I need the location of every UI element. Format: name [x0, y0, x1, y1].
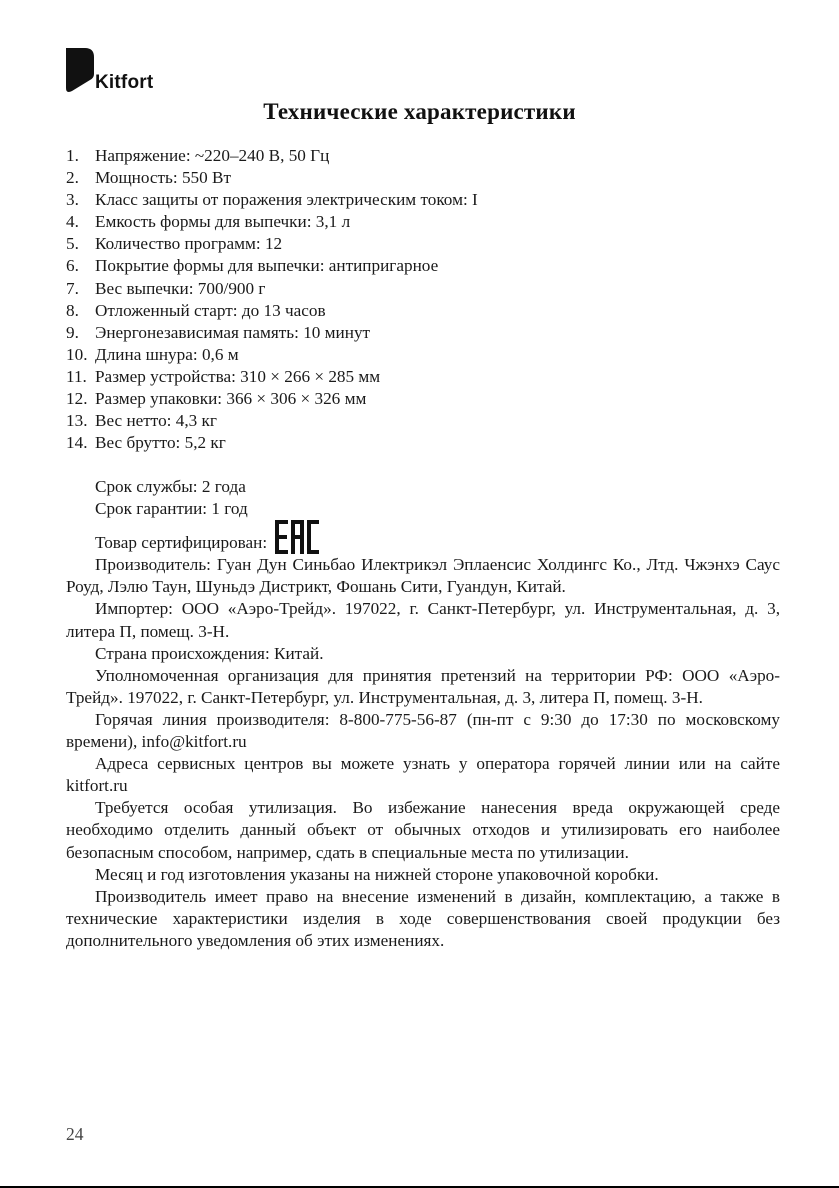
country-of-origin: Страна происхождения: Китай. [95, 643, 324, 663]
eac-mark-icon [275, 520, 319, 554]
info-block [66, 476, 780, 952]
authorized-organization: Уполномоченная организация для принятия претензий на территории РФ: ООО «Аэро-Трейд». 197022, г. Санкт-Петербург, ул. Инструментальная, д. 3, литера П, помещ. 3-Н. [66, 665, 780, 707]
spec-item: 2. Мощность: 550 Вт [66, 168, 232, 188]
hotline: Горячая линия производителя: 8-800-775-56-87 (пн-пт с 9:30 до 17:30 по московскому времени), info@kitfort.ru [66, 709, 780, 752]
brand-name: Kitfort [95, 72, 154, 93]
page-title: Технические характеристики [263, 99, 576, 124]
kitfort-logo [66, 48, 176, 98]
spec-item: 10. Длина шнура: 0,6 м [66, 344, 239, 364]
spec-item: 5. Количество программ: 12 [66, 234, 283, 254]
manufacture-date: Месяц и год изготовления указаны на нижней стороне упаковочной коробки. [95, 864, 659, 884]
spec-item: 11. Размер устройства: 310 × 266 × 285 мм [66, 366, 381, 386]
disposal-notice: Требуется особая утилизация. Во избежание нанесения вреда окружающей среде необходимо отделить данный объект от обычных отходов и утилизировать его наиболее безопасным способом, например, сдать в специальные места по утилизации. [66, 798, 780, 862]
certified-label: Товар сертифицирован: [95, 533, 268, 553]
importer: Импортер: ООО «Аэро-Трейд». 197022, г. Санкт-Петербург, ул. Инструментальная, д. 3, литера П, помещ. 3-Н. [66, 599, 780, 641]
spec-item: 3. Класс защиты от поражения электрическим током: I [66, 190, 478, 210]
kitfort-logo-icon [66, 48, 96, 94]
spec-item: 4. Емкость формы для выпечки: 3,1 л [66, 212, 351, 232]
service-centers: Адреса сервисных центров вы можете узнать у оператора горячей линии или на сайте kitfort.ru [66, 754, 780, 796]
spec-item: 6. Покрытие формы для выпечки: антипригарное [66, 256, 439, 276]
spec-item: 13. Вес нетто: 4,3 кг [66, 411, 217, 431]
spec-item: 14. Вес брутто: 5,2 кг [66, 433, 226, 453]
specs-list [66, 145, 786, 454]
certification-row [66, 520, 780, 554]
spec-item: 12. Размер упаковки: 366 × 306 × 326 мм [66, 389, 367, 409]
spec-item: 9. Энергонезависимая память: 10 минут [66, 322, 371, 342]
page-number: 24 [66, 1124, 84, 1144]
spec-item: 1. Напряжение: ~220–240 В, 50 Гц [66, 146, 330, 165]
warranty: Срок гарантии: 1 год [95, 499, 248, 519]
service-life: Срок службы: 2 года [95, 477, 246, 496]
spec-item: 7. Вес выпечки: 700/900 г [66, 278, 266, 298]
changes-notice: Производитель имеет право на внесение изменений в дизайн, комплектацию, а также в технические характеристики изделия в ходе совершенствования своей продукции без дополнительного уведомления об этих изменениях. [66, 886, 780, 950]
spec-item: 8. Отложенный старт: до 13 часов [66, 300, 326, 320]
manufacturer: Производитель: Гуан Дун Синьбао Илектрикэл Эплаенсис Холдингс Ко., Лтд. Чжэнхэ Саус Роуд, Лэлю Таун, Шуньдэ Дистрикт, Фошань Сити, Гуандун, Китай. [66, 555, 780, 597]
